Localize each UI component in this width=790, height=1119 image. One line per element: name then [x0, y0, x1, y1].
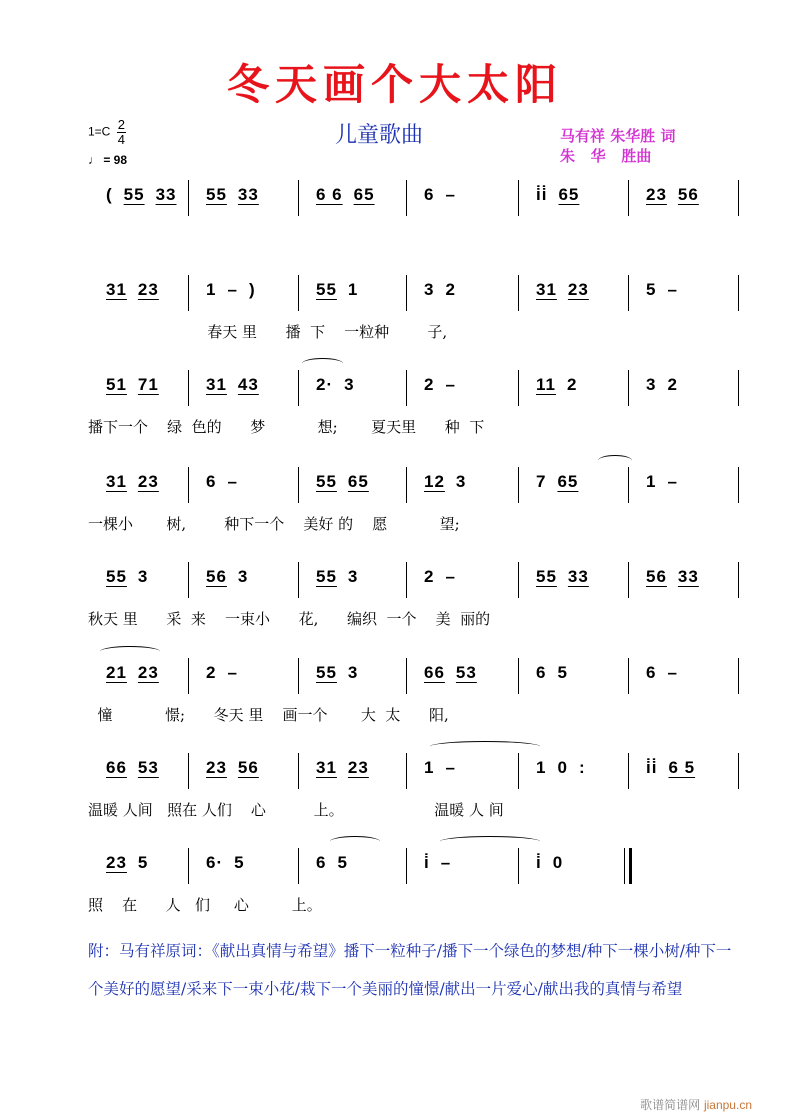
note-group: 23 [347, 758, 369, 777]
measure [424, 374, 467, 404]
note-group: 55 [316, 280, 337, 299]
barline [518, 848, 519, 884]
note-group: 2 [206, 663, 217, 682]
note-group: 6 [424, 185, 435, 204]
measure [646, 471, 689, 501]
note-group: 23 [137, 663, 159, 682]
note-group: 1 [424, 758, 435, 777]
note-group: – [227, 472, 238, 491]
barline [518, 370, 519, 406]
note-group: 65 [353, 185, 375, 204]
notation-row [88, 658, 738, 698]
barline [738, 753, 739, 789]
note-group: 65 [558, 185, 580, 204]
slur-mark [598, 455, 632, 466]
barline [406, 467, 407, 503]
note-group: 31 [536, 280, 557, 299]
barline [518, 275, 519, 311]
note-group: 7 [536, 472, 547, 491]
barline [406, 180, 407, 216]
note-group: – [445, 185, 456, 204]
measure [316, 184, 386, 214]
note-group: 5 [557, 663, 568, 682]
note-group: 1 [646, 472, 657, 491]
barline [738, 467, 739, 503]
credits [560, 126, 675, 166]
slur-mark [440, 836, 540, 847]
barline [298, 275, 299, 311]
measure [536, 757, 597, 787]
barline [188, 753, 189, 789]
note-group: 55 [316, 663, 337, 682]
measure [536, 374, 588, 404]
note-group: 11 [536, 375, 556, 394]
measure [106, 184, 188, 214]
barline [628, 753, 629, 789]
measure [106, 374, 170, 404]
measure [424, 471, 477, 501]
measure [316, 279, 369, 309]
lyrics-line: 春天 里 播 下 一粒种 子, [88, 323, 448, 341]
note-group: – [667, 280, 678, 299]
note-group: 33 [677, 567, 699, 586]
measure [646, 279, 689, 309]
barline [188, 848, 189, 884]
measure [106, 279, 170, 309]
note-group: i̇ [536, 853, 542, 872]
measure [106, 566, 159, 596]
note-group: 2 [667, 375, 678, 394]
measure [106, 471, 170, 501]
note-group: i̇i̇ [646, 758, 658, 777]
note-group: 65 [557, 472, 579, 491]
measure [536, 566, 600, 596]
measure [424, 662, 488, 692]
note-group: 33 [155, 185, 177, 204]
measure [536, 662, 579, 692]
barline [628, 180, 629, 216]
note-group: 3 [646, 375, 657, 394]
note-group: – [445, 567, 456, 586]
measure [316, 757, 380, 787]
barline [628, 562, 629, 598]
note-group: 51 [106, 375, 127, 394]
barline [406, 848, 407, 884]
barline [518, 180, 519, 216]
note-group: 23 [646, 185, 667, 204]
measure [106, 757, 170, 787]
lyrics-line: 一棵小 树, 种下一个 美好 的 愿 望; [88, 515, 460, 533]
note-group: 55 [106, 567, 127, 586]
slur-mark [302, 358, 343, 369]
barline [738, 370, 739, 406]
barline [406, 275, 407, 311]
slur-mark [330, 836, 380, 847]
lyrics-line: 播下一个 绿 色的 梦 想; 夏天里 种 下 [88, 418, 485, 436]
notation-row [88, 370, 738, 410]
barline [628, 658, 629, 694]
note-group: 55 [316, 567, 337, 586]
slur-mark [430, 741, 540, 752]
measure [536, 471, 589, 501]
note-group: 23 [137, 280, 159, 299]
lyrics-line: 秋天 里 采 来 一束小 花, 编织 一个 美 丽的 [88, 610, 491, 628]
note-group: 1 [536, 758, 547, 777]
barline [188, 180, 189, 216]
measure [424, 279, 467, 309]
composer-credit: 朱 华 胜曲 [560, 147, 652, 165]
note-group: ( [106, 185, 113, 204]
measure [206, 566, 259, 596]
note-group: 6 [536, 663, 547, 682]
note-group: – [227, 280, 238, 299]
note-group: 66 [424, 663, 445, 682]
note-group: 66 [106, 758, 127, 777]
note-group: 23 [137, 472, 159, 491]
note-group: 6 5 [668, 758, 696, 777]
note-group: – [440, 853, 452, 872]
note-group: – [445, 375, 456, 394]
note-group: 2 [424, 375, 435, 394]
note-group: 3 [347, 663, 359, 682]
measure [646, 757, 706, 787]
measure [206, 374, 270, 404]
barline [298, 658, 299, 694]
note-group: 6 [646, 663, 657, 682]
note-group: 3 [347, 567, 359, 586]
note-group: 33 [237, 185, 259, 204]
note-group: : [578, 758, 586, 777]
notation-row [88, 753, 738, 793]
barline [188, 370, 189, 406]
barline [298, 180, 299, 216]
note-group: – [445, 758, 456, 777]
note-group: 55 [536, 567, 557, 586]
lyrics-line: 憧 憬; 冬天 里 画一个 大 太 阳, [88, 706, 449, 724]
time-signature: $\frac{2}{4}$ [117, 117, 125, 147]
barline [188, 562, 189, 598]
barline [518, 467, 519, 503]
measure [316, 662, 369, 692]
note-group: 31 [106, 280, 127, 299]
measure [424, 757, 467, 787]
barline [738, 562, 739, 598]
barline [298, 562, 299, 598]
barline [298, 467, 299, 503]
note-group: ) [248, 280, 256, 299]
note-group: 55 [206, 185, 227, 204]
note-group: 2 [566, 375, 578, 394]
barline [188, 467, 189, 503]
note-group: 3 [424, 280, 435, 299]
barline [518, 562, 519, 598]
note-group: 21 [106, 663, 127, 682]
lyrics-line: 照 在 人 们 心 上。 [88, 896, 322, 914]
barline [188, 658, 189, 694]
measure [646, 566, 710, 596]
barline [406, 562, 407, 598]
note-group: 2 [445, 280, 456, 299]
slur-mark [100, 646, 160, 657]
barline [406, 753, 407, 789]
note-group: – [667, 472, 678, 491]
barline [738, 180, 739, 216]
song-subtitle: 儿童歌曲 [335, 123, 424, 148]
note-group: 43 [237, 375, 259, 394]
song-title: 冬天画个大太阳 [226, 60, 563, 109]
notation-row [88, 562, 738, 602]
tempo-marking: ♩ = 98 [88, 153, 128, 167]
note-group: 2· [316, 375, 334, 394]
barline [298, 370, 299, 406]
note-group: 1 [347, 280, 359, 299]
note-group: 33 [567, 567, 589, 586]
note-group: 5 [646, 280, 657, 299]
note-group: – [227, 663, 238, 682]
note-group: 31 [316, 758, 337, 777]
measure [316, 374, 366, 404]
note-group: 3 [344, 375, 355, 394]
barline [406, 658, 407, 694]
note-group: 0 [552, 853, 564, 872]
note-group: – [667, 663, 678, 682]
note-group: 6· [206, 853, 224, 872]
measure [536, 184, 590, 214]
quarter-note-icon: ♩ [88, 153, 100, 167]
note-group: 6 [206, 472, 217, 491]
note-group: 5 [234, 853, 245, 872]
measure [206, 279, 267, 309]
barline [628, 275, 629, 311]
lyrics-line: 温暖 人间 照在 人们 心 上。 温暖 人 间 [88, 801, 504, 819]
notation-row [88, 848, 738, 888]
barline [628, 467, 629, 503]
barline [298, 848, 299, 884]
measure [206, 471, 249, 501]
note-group: 23 [567, 280, 589, 299]
barline [406, 370, 407, 406]
final-barline [624, 848, 632, 884]
note-group: 56 [646, 567, 667, 586]
measure [316, 852, 359, 882]
measure [106, 662, 170, 692]
measure [424, 184, 467, 214]
note-group: 6 6 [316, 185, 343, 204]
measure [206, 852, 256, 882]
note-group: 56 [237, 758, 259, 777]
note-group: 1 [206, 280, 217, 299]
notation-row [88, 467, 738, 507]
measure [646, 662, 689, 692]
note-group: 23 [106, 853, 127, 872]
barline [628, 370, 629, 406]
note-group: 5 [137, 853, 149, 872]
note-group: 65 [347, 472, 369, 491]
lyricist-credit: 马有祥 朱华胜 词 [560, 127, 676, 145]
note-group: 31 [106, 472, 127, 491]
appendix-original-lyrics: 附：马有祥原词：《献出真情与希望》播下一粒种子/播下一个绿色的梦想/种下一棵小树/种下一个美好的愿望/采来下一束小花/栽下一个美丽的憧憬/献出一片爱心/献出我的真情与希望 [88, 942, 732, 998]
note-group: 55 [123, 185, 145, 204]
note-group: 31 [206, 375, 227, 394]
note-group: i̇i̇ [536, 185, 548, 204]
note-group: 55 [316, 472, 337, 491]
note-group: 2 [424, 567, 435, 586]
notation-row [88, 275, 738, 315]
measure [536, 279, 600, 309]
barline [738, 275, 739, 311]
barline [518, 753, 519, 789]
note-group: 23 [206, 758, 227, 777]
note-group: 56 [206, 567, 227, 586]
note-group: 56 [677, 185, 699, 204]
barline [518, 658, 519, 694]
key-signature: 1=C [88, 124, 111, 139]
measure [316, 566, 369, 596]
measure [106, 852, 159, 882]
measure [316, 471, 380, 501]
measure [206, 662, 249, 692]
measure [206, 757, 270, 787]
note-group: 0 [557, 758, 568, 777]
note-group: i̇ [424, 853, 430, 872]
note-group: 3 [137, 567, 149, 586]
note-group: 53 [455, 663, 477, 682]
barline [188, 275, 189, 311]
note-group: 3 [237, 567, 249, 586]
measure [206, 184, 270, 214]
measure [424, 852, 462, 882]
measure [646, 184, 710, 214]
note-group: 3 [455, 472, 467, 491]
notation-row [88, 180, 738, 220]
note-group: 5 [337, 853, 348, 872]
score-meta [88, 118, 127, 167]
measure [424, 566, 467, 596]
measure [646, 374, 689, 404]
watermark: 歌谱简谱网 jianpu.cn [640, 1098, 752, 1112]
barline [298, 753, 299, 789]
measure [536, 852, 574, 882]
note-group: 12 [424, 472, 445, 491]
note-group: 6 [316, 853, 327, 872]
note-group: 71 [137, 375, 159, 394]
note-group: 53 [137, 758, 159, 777]
barline [738, 658, 739, 694]
